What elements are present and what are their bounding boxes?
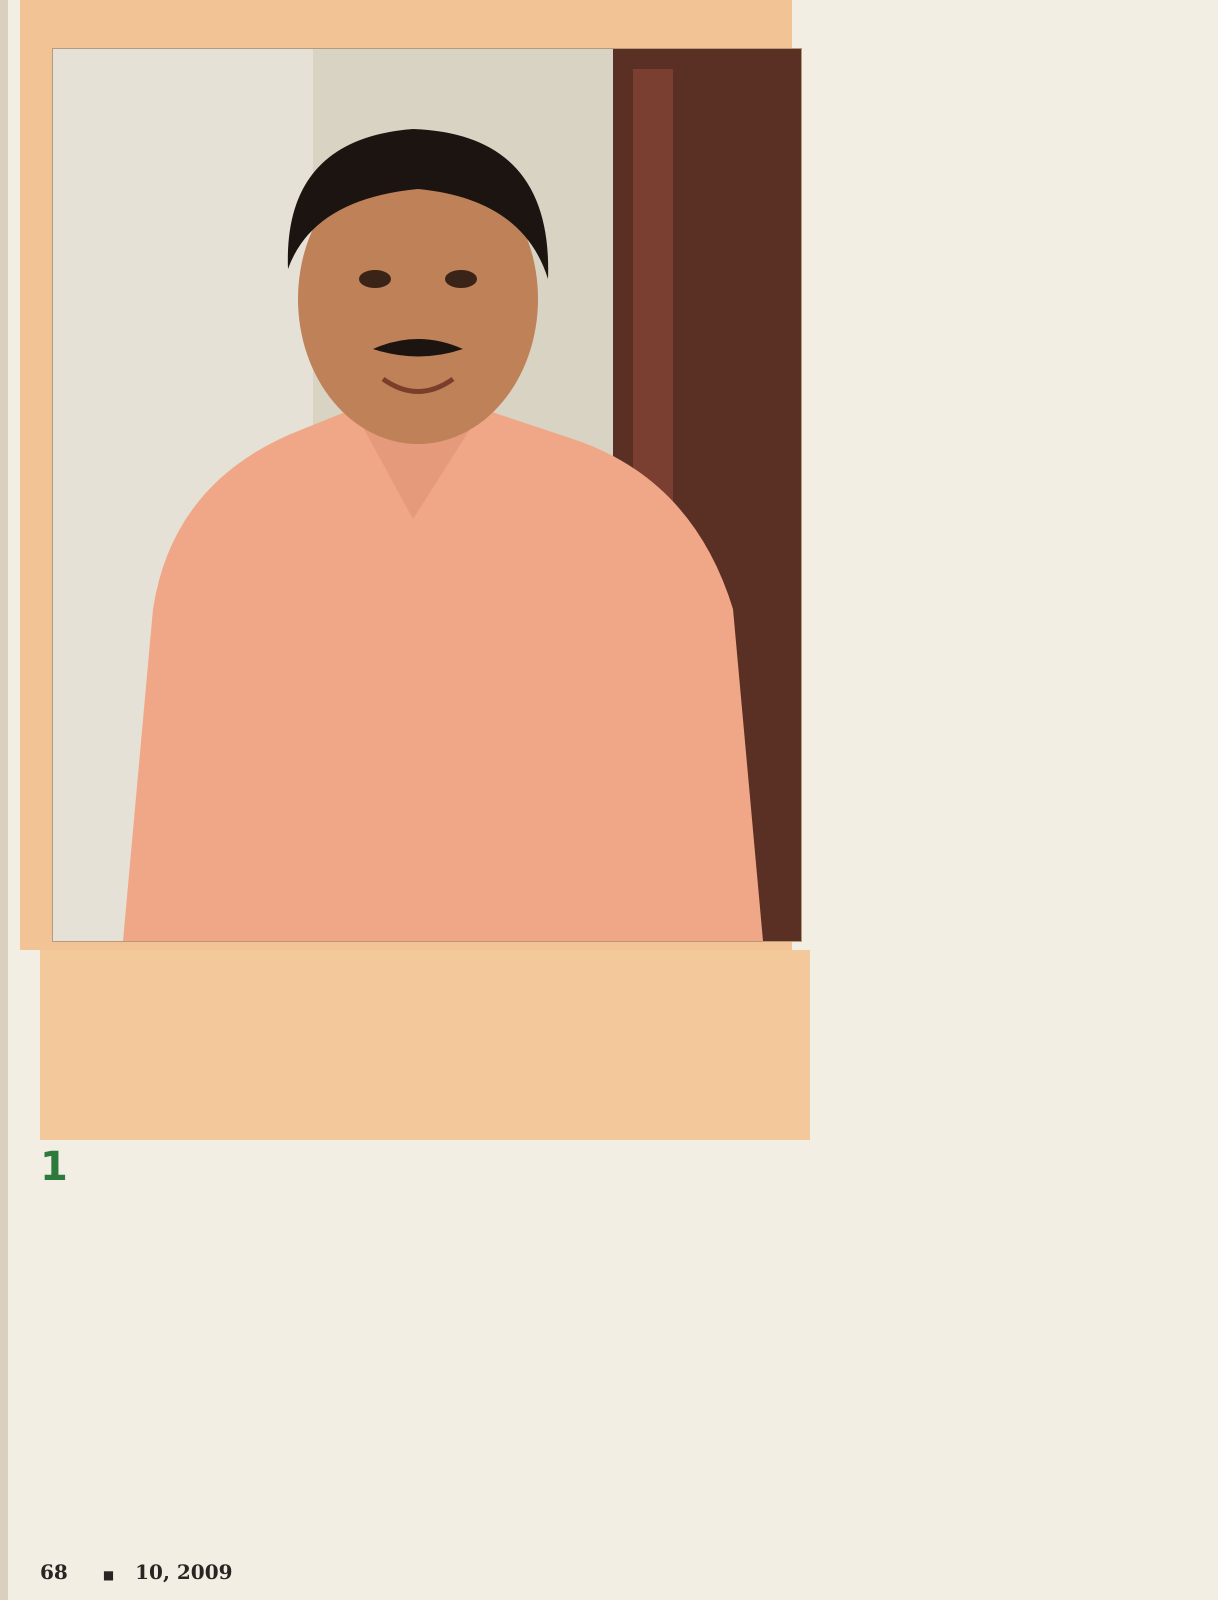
page-number: 68 (40, 1560, 68, 1584)
portrait-photo (52, 48, 802, 942)
headline-band (40, 950, 810, 1140)
intro-dropcap: 1 (40, 1144, 68, 1190)
photo-panel (20, 0, 792, 950)
portrait-illustration (53, 49, 801, 941)
issue-date: 10, 2009 (135, 1560, 233, 1584)
article-body-column (822, 40, 1197, 1545)
footer-separator: ■ (102, 1568, 115, 1582)
article-intro (40, 1144, 810, 1545)
paper-edge (0, 0, 8, 1600)
page-footer (40, 1560, 740, 1592)
